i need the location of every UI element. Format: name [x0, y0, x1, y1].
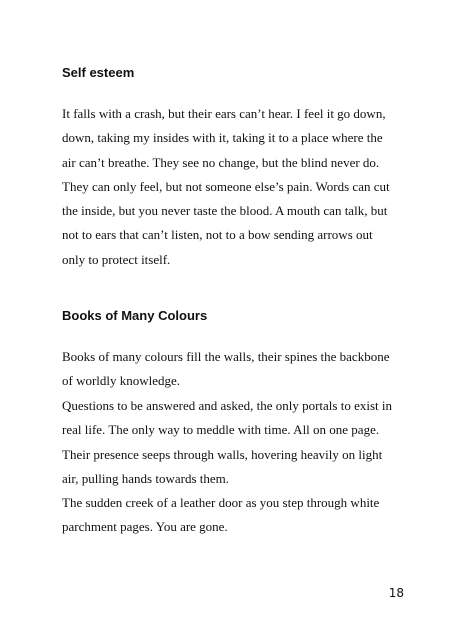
section-title-self-esteem: Self esteem	[62, 65, 135, 80]
poem-paragraph	[62, 394, 402, 443]
text-line: air can’t breathe. They see no change, but the blind never do.	[62, 154, 380, 170]
text-line: of worldly knowledge.	[62, 373, 181, 389]
text-line: real life. The only way to meddle with time. All on one page.	[62, 422, 380, 438]
text-line: Questions to be answered and asked, the only portals to exist in	[62, 398, 392, 413]
text-line: air, pulling hands towards them.	[62, 471, 230, 487]
text-line: down, taking my insides with it, taking it to a place where the	[62, 130, 383, 146]
text-line: not to ears that can’t listen, not to a bow sending arrows out	[62, 227, 373, 243]
text-line: Their presence seeps through walls, hovering heavily on light	[62, 447, 383, 462]
poem-paragraph	[62, 345, 402, 394]
text-line: Books of many colours fill the walls, their spines the backbone	[62, 349, 390, 364]
page-number: 18	[388, 586, 404, 600]
poem-paragraph	[62, 443, 402, 492]
text-line: the inside, but you never taste the blood. A mouth can talk, but	[62, 203, 388, 219]
text-line: only to protect itself.	[62, 251, 171, 267]
poem-paragraph	[62, 102, 402, 272]
text-line: parchment pages. You are gone.	[62, 519, 228, 535]
text-line: It falls with a crash, but their ears can’t hear. I feel it go down,	[62, 106, 386, 121]
section-title-books-of-many-colours: Books of Many Colours	[62, 308, 208, 323]
text-line: The sudden creek of a leather door as you step through white	[62, 495, 380, 510]
text-line: They can only feel, but not someone else’s pain. Words can cut	[62, 178, 390, 194]
poem-paragraph	[62, 491, 402, 540]
